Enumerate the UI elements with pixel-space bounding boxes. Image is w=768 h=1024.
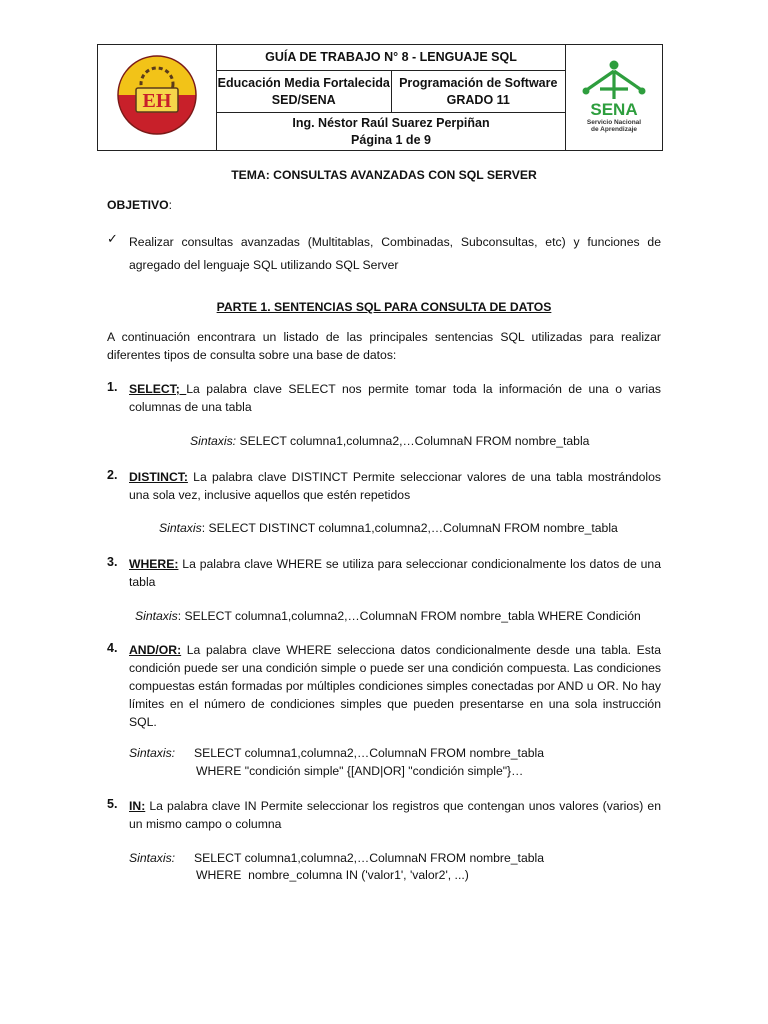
program-line1: Programación de Software <box>399 75 558 90</box>
syntax-code: SELECT columna1,columna2,…ColumnaN FROM nombre_tabla <box>236 434 590 448</box>
sena-sub1: Servicio Nacional <box>586 119 642 126</box>
item-number: 2. <box>107 468 118 482</box>
topic-title: TEMA: CONSULTAS AVANZADAS CON SQL SERVER <box>231 168 537 182</box>
intro-paragraph: A continuación encontrara un listado de las principales sentencias SQL utilizadas para realizar diferentes tipos de consulta sobre una base de datos: <box>107 330 661 362</box>
keyword: DISTINCT: <box>129 470 188 484</box>
syntax-distinct <box>159 519 618 537</box>
item-select <box>129 380 661 416</box>
item-number: 3. <box>107 555 118 569</box>
education-line1: Educación Media Fortalecida <box>217 75 390 90</box>
objective-text: Realizar consultas avanzadas (Multitablas, Combinadas, Subconsultas, etc) y funciones de agregado del lenguaje SQL utilizando SQL Server <box>129 235 661 272</box>
page-number: Página 1 de 9 <box>351 132 431 147</box>
program-line2: GRADO 11 <box>446 92 510 107</box>
syntax-label: Sintaxis: <box>129 746 176 760</box>
institution-logo <box>116 54 198 136</box>
syntax-label: Sintaxis <box>159 521 202 535</box>
syntax-label: Sintaxis <box>135 609 178 623</box>
item-where <box>129 555 661 591</box>
item-number: 1. <box>107 380 118 394</box>
check-icon: ✓ <box>107 231 118 246</box>
objective-label: OBJETIVO <box>107 198 169 212</box>
keyword: IN: <box>129 799 146 813</box>
header-table <box>97 44 663 151</box>
item-description: La palabra clave DISTINCT Permite seleccionar valores de una tabla mostrándolos una sola vez, inclusive aquellos que estén repetidos <box>129 470 661 502</box>
keyword: SELECT; <box>129 382 187 396</box>
item-and-or <box>129 641 661 731</box>
item-description: La palabra clave WHERE selecciona datos condicionalmente desde una tabla. Esta condición puede ser una condición simple o puede ser una condición compuesta. Las condiciones compuestas están formadas por múltiples condiciones simples conectadas por AND u OR. No hay límites en el número de condiciones simples que pueden presentarse en una sola instrucción SQL. <box>129 643 661 729</box>
sena-logo-cell <box>566 45 663 151</box>
syntax-label: Sintaxis: <box>129 851 176 865</box>
syntax-code: : SELECT DISTINCT columna1,columna2,…ColumnaN FROM nombre_tabla <box>201 521 618 535</box>
keyword: AND/OR: <box>129 643 182 657</box>
sena-wordmark: SENA <box>590 100 638 119</box>
education-cell <box>217 71 392 113</box>
item-number: 5. <box>107 797 118 811</box>
item-description: La palabra clave SELECT nos permite tomar toda la información de una o varias columnas de una tabla <box>129 382 662 414</box>
syntax-label: Sintaxis: <box>190 434 237 448</box>
guide-title: GUÍA DE TRABAJO N° 8 - LENGUAJE SQL <box>217 45 566 71</box>
objective-colon: : <box>168 198 173 212</box>
item-number: 4. <box>107 641 118 655</box>
syntax-where <box>135 607 641 625</box>
item-description: La palabra clave IN Permite seleccionar los registros que contengan unos valores (varios) en un mismo campo o columna <box>129 799 661 831</box>
item-in <box>129 797 661 833</box>
syntax-code: : SELECT columna1,columna2,…ColumnaN FROM nombre_tabla WHERE Condición <box>177 609 641 623</box>
syntax-code-line2: WHERE nombre_columna IN ('valor1', 'valor2', ...) <box>196 868 469 882</box>
item-distinct <box>129 468 661 504</box>
item-description: La palabra clave WHERE se utiliza para seleccionar condicionalmente los datos de una tabla <box>129 557 661 589</box>
syntax-select <box>190 432 589 450</box>
education-line2: SED/SENA <box>271 92 336 107</box>
keyword: WHERE: <box>129 557 179 571</box>
left-logo-cell <box>98 45 217 151</box>
author-cell <box>217 113 566 151</box>
author-name: Ing. Néstor Raúl Suarez Perpiñan <box>292 115 490 130</box>
sena-logo <box>574 55 654 135</box>
part1-title: PARTE 1. SENTENCIAS SQL PARA CONSULTA DE DATOS <box>216 300 552 314</box>
sena-sub2: de Aprendizaje <box>591 126 637 133</box>
program-cell <box>391 71 566 113</box>
objective-heading <box>107 196 661 214</box>
syntax-code-line1: SELECT columna1,columna2,…ColumnaN FROM nombre_tabla <box>194 746 544 760</box>
syntax-code-line1: SELECT columna1,columna2,…ColumnaN FROM nombre_tabla <box>194 851 544 865</box>
logo-lettering: EH <box>142 90 172 112</box>
syntax-code-line2: WHERE "condición simple" {[AND|OR] "condición simple"}… <box>196 764 524 778</box>
